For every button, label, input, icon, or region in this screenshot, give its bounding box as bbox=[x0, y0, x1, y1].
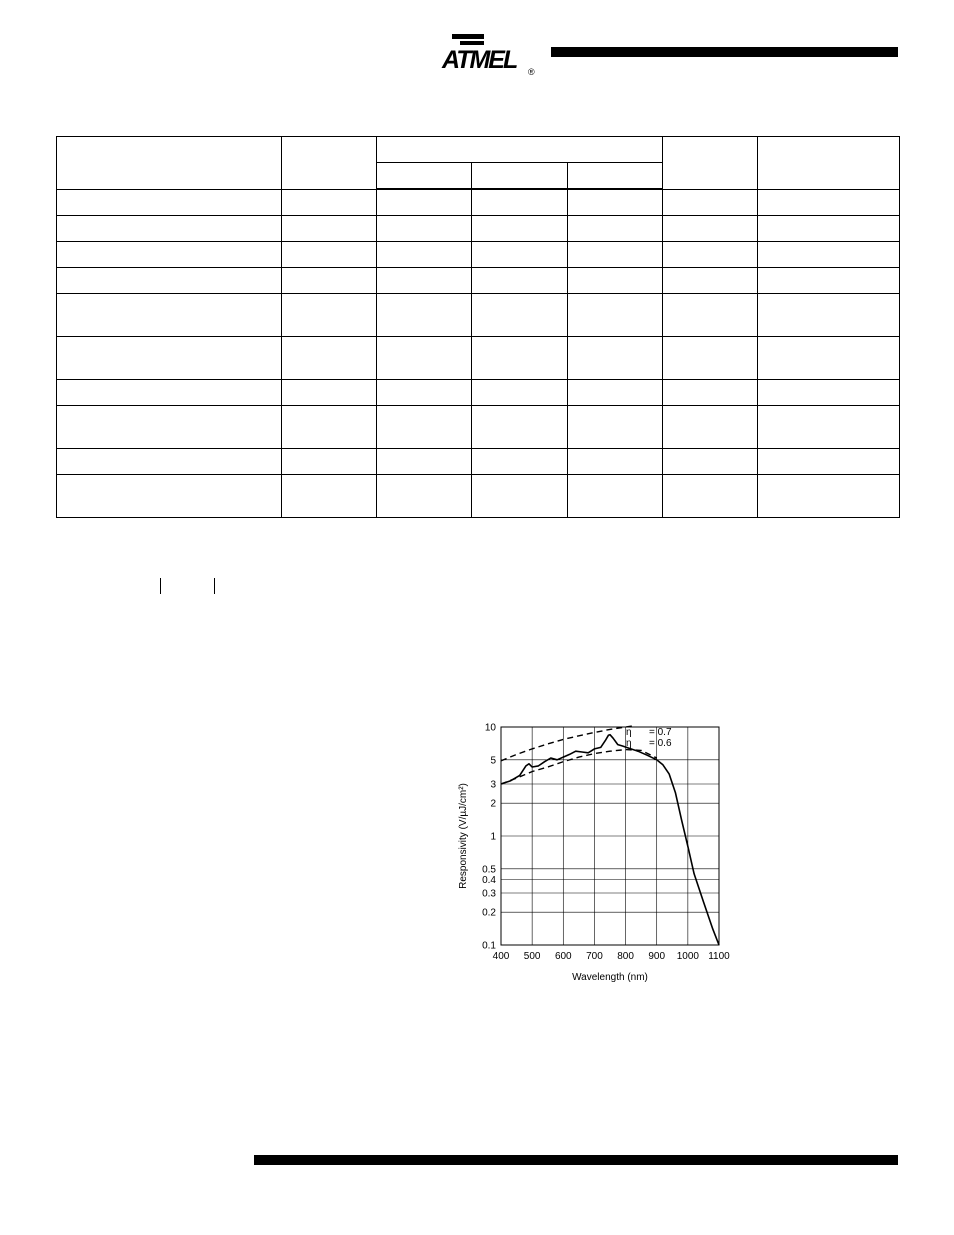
efficiency-curve bbox=[501, 750, 657, 784]
table-cell bbox=[663, 189, 758, 216]
legend-label: = 0.6 bbox=[649, 738, 672, 749]
x-tick-label: 900 bbox=[648, 951, 666, 962]
table-cell bbox=[282, 216, 377, 242]
table-cell bbox=[57, 449, 282, 475]
table-cell bbox=[663, 242, 758, 268]
table-cell bbox=[57, 380, 282, 406]
table-cell bbox=[377, 268, 472, 294]
table-cell bbox=[568, 380, 663, 406]
table-cell bbox=[377, 242, 472, 268]
subheader-cell bbox=[568, 163, 663, 190]
y-tick-label: 5 bbox=[490, 755, 496, 767]
table-cell bbox=[472, 242, 568, 268]
x-tick-label: 400 bbox=[492, 951, 510, 962]
table-cell bbox=[758, 216, 900, 242]
table-row bbox=[57, 294, 900, 337]
table-row bbox=[57, 268, 900, 294]
table-cell bbox=[568, 475, 663, 518]
table-cell bbox=[377, 189, 472, 216]
table-cell bbox=[758, 406, 900, 449]
x-tick-label: 600 bbox=[554, 951, 572, 962]
legend-symbol: η bbox=[626, 727, 632, 738]
y-tick-label: 0.2 bbox=[482, 907, 496, 919]
table-cell bbox=[472, 380, 568, 406]
table-cell bbox=[758, 475, 900, 518]
y-tick-label: 0.1 bbox=[482, 940, 496, 952]
table-cell bbox=[57, 406, 282, 449]
atmel-logo bbox=[440, 28, 540, 78]
table-cell bbox=[663, 337, 758, 380]
header-cell bbox=[57, 137, 282, 190]
table-row bbox=[57, 380, 900, 406]
change-bar-mark bbox=[160, 578, 161, 594]
y-tick-label: 10 bbox=[484, 722, 496, 734]
table-cell bbox=[472, 475, 568, 518]
table-cell bbox=[57, 189, 282, 216]
table-cell bbox=[472, 294, 568, 337]
table-cell bbox=[568, 294, 663, 337]
x-tick-labels bbox=[493, 951, 731, 962]
y-tick-labels bbox=[482, 723, 496, 952]
table-cell bbox=[472, 337, 568, 380]
table-cell bbox=[377, 449, 472, 475]
table-cell bbox=[568, 406, 663, 449]
table-cell bbox=[57, 294, 282, 337]
table-row bbox=[57, 242, 900, 268]
y-tick-label: 1 bbox=[490, 831, 496, 843]
table-cell bbox=[758, 268, 900, 294]
table-cell bbox=[282, 189, 377, 216]
y-axis-label: Responsivity (V/µJ/cm²) bbox=[458, 783, 469, 889]
spec-table-header bbox=[57, 137, 900, 190]
responsivity-curve bbox=[501, 735, 719, 945]
legend-label: = 0.7 bbox=[649, 727, 672, 738]
responsivity-chart bbox=[450, 718, 740, 988]
footer-rule bbox=[254, 1155, 898, 1165]
table-cell bbox=[377, 406, 472, 449]
y-tick-label: 3 bbox=[490, 779, 496, 791]
table-cell bbox=[377, 380, 472, 406]
subheader-cell bbox=[472, 163, 568, 190]
table-cell bbox=[57, 337, 282, 380]
table-cell bbox=[57, 216, 282, 242]
header-group-cell bbox=[377, 137, 663, 163]
logo-bar-top-2 bbox=[460, 41, 484, 45]
table-cell bbox=[758, 380, 900, 406]
table-cell bbox=[282, 380, 377, 406]
table-cell bbox=[758, 449, 900, 475]
table-row bbox=[57, 406, 900, 449]
table-cell bbox=[568, 242, 663, 268]
table-row bbox=[57, 189, 900, 216]
header-cell bbox=[758, 137, 900, 190]
x-tick-label: 700 bbox=[586, 951, 603, 962]
table-row bbox=[57, 216, 900, 242]
table-cell bbox=[568, 449, 663, 475]
table-cell bbox=[663, 294, 758, 337]
x-tick-label: 1000 bbox=[676, 951, 699, 962]
table-cell bbox=[57, 268, 282, 294]
subheader-cell bbox=[377, 163, 472, 190]
table-cell bbox=[472, 189, 568, 216]
chart-legend bbox=[626, 727, 672, 749]
table-cell bbox=[568, 268, 663, 294]
header-cell bbox=[663, 137, 758, 190]
table-cell bbox=[472, 449, 568, 475]
table-cell bbox=[663, 449, 758, 475]
table-header-row bbox=[57, 137, 900, 163]
logo-registered-mark: ® bbox=[528, 67, 535, 77]
table-cell bbox=[282, 294, 377, 337]
logo-bar-top bbox=[452, 34, 484, 39]
y-tick-label: 0.5 bbox=[482, 864, 496, 876]
table-cell bbox=[568, 216, 663, 242]
table-cell bbox=[758, 337, 900, 380]
change-bar-mark bbox=[214, 578, 215, 594]
table-row bbox=[57, 337, 900, 380]
table-cell bbox=[663, 406, 758, 449]
table-cell bbox=[282, 406, 377, 449]
table-cell bbox=[663, 475, 758, 518]
table-cell bbox=[663, 268, 758, 294]
chart-grid bbox=[501, 727, 719, 945]
legend-symbol: η bbox=[626, 738, 632, 749]
spec-table bbox=[56, 136, 900, 518]
table-cell bbox=[663, 216, 758, 242]
table-cell bbox=[758, 242, 900, 268]
table-cell bbox=[282, 475, 377, 518]
table-cell bbox=[282, 242, 377, 268]
spec-table-body bbox=[57, 189, 900, 518]
table-cell bbox=[568, 189, 663, 216]
table-cell bbox=[282, 337, 377, 380]
x-tick-label: 800 bbox=[617, 951, 634, 962]
x-tick-label: 1100 bbox=[708, 951, 730, 962]
table-cell bbox=[472, 216, 568, 242]
table-cell bbox=[282, 449, 377, 475]
y-tick-label: 0.4 bbox=[482, 874, 496, 886]
y-tick-label: 2 bbox=[490, 798, 496, 810]
table-cell bbox=[377, 216, 472, 242]
table-row bbox=[57, 449, 900, 475]
x-tick-label: 500 bbox=[523, 951, 541, 962]
header-cell bbox=[282, 137, 377, 190]
logo-text: ATMEL bbox=[442, 46, 517, 74]
table-cell bbox=[377, 337, 472, 380]
table-cell bbox=[377, 475, 472, 518]
table-cell bbox=[282, 268, 377, 294]
table-cell bbox=[472, 406, 568, 449]
table-cell bbox=[57, 475, 282, 518]
table-cell bbox=[663, 380, 758, 406]
header-rule bbox=[551, 47, 898, 57]
table-cell bbox=[758, 189, 900, 216]
table-row bbox=[57, 475, 900, 518]
table-cell bbox=[57, 242, 282, 268]
table-cell bbox=[472, 268, 568, 294]
table-cell bbox=[568, 337, 663, 380]
x-axis-label: Wavelength (nm) bbox=[572, 972, 648, 983]
table-cell bbox=[758, 294, 900, 337]
y-tick-label: 0.3 bbox=[482, 888, 496, 900]
table-cell bbox=[377, 294, 472, 337]
